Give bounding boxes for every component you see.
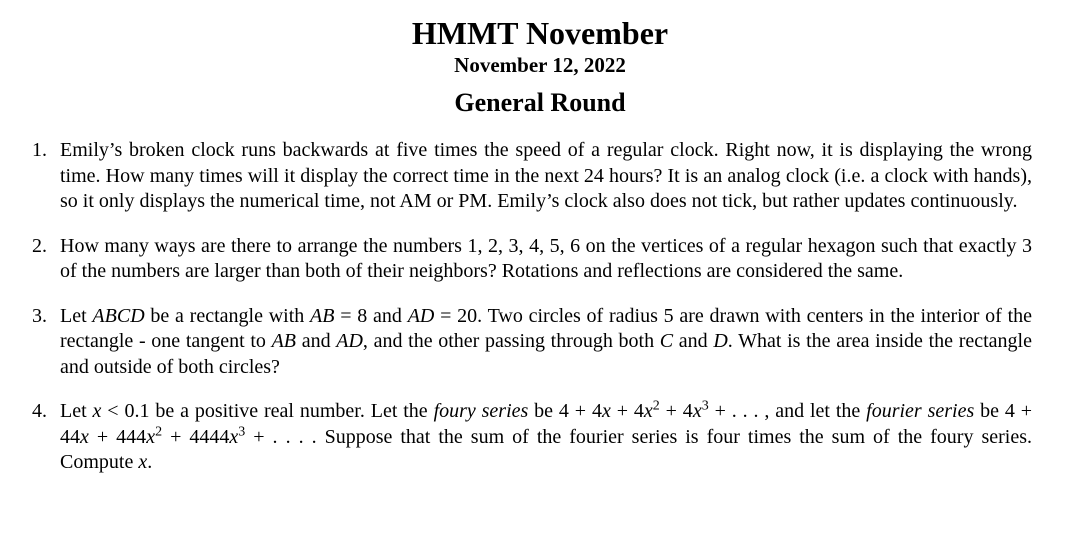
problem-4 (32, 399, 1032, 476)
problem-1 (32, 138, 1032, 215)
text-segment: . (147, 451, 153, 473)
text-segment: , and the other passing through both (362, 330, 660, 352)
text-segment: + 4 (610, 400, 644, 422)
text-segment: . What is the area inside the rectangle and outside of both circles? (60, 330, 1032, 378)
math-segment: AB (271, 330, 297, 352)
exam-header (0, 0, 1080, 120)
math-point: D (713, 330, 728, 352)
round-title: General Round (454, 88, 626, 117)
problem-list (32, 138, 1032, 495)
text-segment: + 4 (659, 400, 693, 422)
math-rectangle: ABCD (92, 304, 145, 327)
math-point: C (659, 330, 674, 352)
text-segment: and (673, 330, 714, 352)
emphasis-term: foury series (433, 400, 529, 422)
math-exponent: 3 (238, 423, 246, 439)
text-segment: and (296, 330, 337, 352)
problem-3 (32, 304, 1032, 381)
math-variable: x (138, 451, 148, 473)
problem-text (60, 304, 1032, 381)
text-segment: + 444 (88, 425, 147, 448)
exam-title: HMMT November (411, 15, 669, 51)
text-segment: be 4 + 4 (528, 400, 602, 422)
emphasis-term: fourier series (866, 400, 975, 422)
text-segment: = 8 and (334, 304, 408, 327)
math-variable: x (146, 425, 156, 448)
math-variable: x (601, 400, 611, 422)
text-segment: + . . . , and let the (708, 400, 867, 422)
math-segment: AD (336, 330, 363, 352)
math-variable: x (229, 425, 239, 448)
text-segment: Let (60, 400, 93, 422)
text-segment: = 20. Two circles of radius 5 are drawn with centers in the interior of the rectangle - one tangent to (60, 304, 1033, 352)
math-variable: x (643, 400, 653, 422)
text-segment: Let (60, 304, 93, 327)
math-variable: x (92, 400, 102, 422)
exam-date: November 12, 2022 (454, 53, 626, 77)
problem-text: How many ways are there to arrange the numbers 1, 2, 3, 4, 5, 6 on the vertices of a regular hexagon such that exactly 3 of the numbers are larger than both of their neighbors? Rotations and reflections are considered the same. (60, 234, 1032, 282)
problem-2 (32, 234, 1032, 285)
math-variable: x (692, 400, 702, 422)
problem-text (60, 399, 1032, 476)
math-exponent: 2 (652, 398, 660, 414)
text-segment: < 0.1 be a positive real number. Let the (101, 400, 434, 422)
text-segment: be a rectangle with (144, 304, 311, 327)
math-exponent: 2 (155, 423, 163, 439)
problem-text: Emily’s broken clock runs backwards at five times the speed of a regular clock. Right now, it is displaying the wrong time. How many times will it display the correct time in the next 24 hours? It is an analog clock (i.e. a clock with hands), so it only displays the numerical time, not AM or PM. Emily’s clock also does not tick, but rather updates continuously. (60, 139, 1032, 212)
math-segment: AB (310, 304, 335, 327)
text-segment: + 4444 (162, 425, 230, 448)
text-segment: + . . . . Suppose that the sum of the fourier series is four times the sum of the foury series. Compute (60, 425, 1032, 473)
problem-number: 4. (32, 400, 47, 422)
text-segment: be 4 + 44 (60, 400, 1033, 448)
math-segment: AD (407, 304, 435, 327)
problem-number: 1. (32, 139, 47, 161)
math-exponent: 3 (701, 398, 709, 414)
math-variable: x (80, 425, 89, 448)
problem-number: 2. (32, 234, 47, 257)
problem-number: 3. (32, 304, 47, 327)
